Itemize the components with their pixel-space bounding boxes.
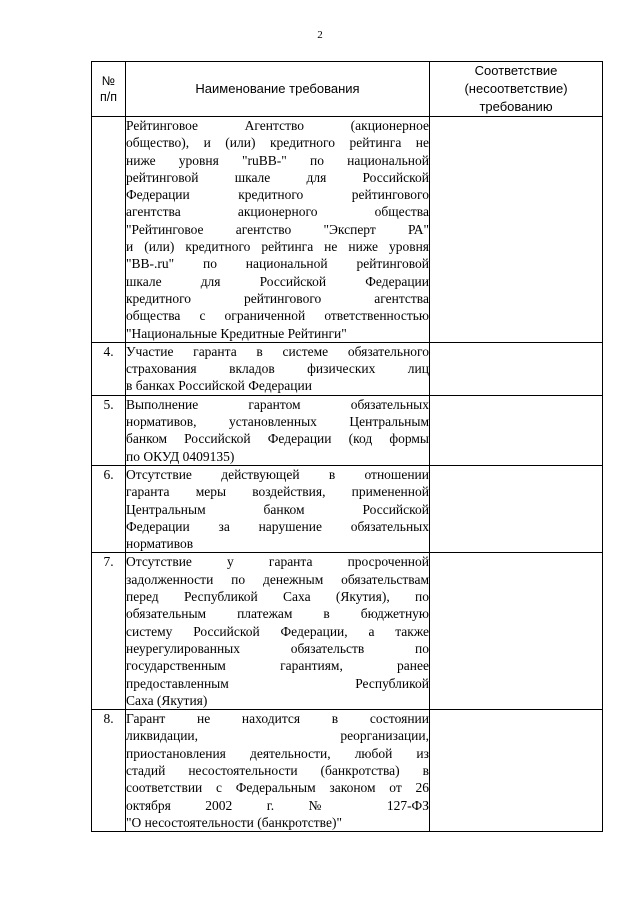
requirement-text — [126, 465, 430, 552]
header-correspondence-line: (несоответствие) — [464, 81, 568, 96]
requirement-line: банком Российской Федерации (код формы — [126, 431, 429, 447]
requirement-text — [126, 342, 430, 395]
header-number-line: № — [101, 74, 116, 88]
correspondence-cell[interactable] — [430, 710, 603, 832]
requirement-line: стадий несостоятельности (банкротства) в — [126, 762, 429, 778]
row-number: 7. — [92, 553, 126, 710]
requirement-line: Отсутствие у гаранта просроченной — [126, 554, 429, 570]
requirement-line: Гарант не находится в состоянии — [126, 711, 429, 727]
requirement-line: Федерации кредитного рейтингового — [126, 187, 429, 203]
requirement-line: ниже уровня "ruBB-" по национальной — [126, 152, 429, 168]
requirement-line: шкале для Российской Федерации — [126, 273, 429, 289]
correspondence-cell[interactable] — [430, 465, 603, 552]
header-correspondence-line: Соответствие — [474, 63, 558, 78]
row-number: 5. — [92, 395, 126, 465]
correspondence-cell[interactable] — [430, 553, 603, 710]
page-number: 2 — [317, 29, 323, 41]
requirement-line: "Национальные Кредитные Рейтинги" — [126, 325, 347, 341]
requirement-text — [126, 710, 430, 832]
table-row — [92, 710, 603, 832]
requirement-line: страхования вкладов физических лиц — [126, 361, 429, 377]
requirement-line: общества с ограниченной ответственностью — [126, 308, 429, 324]
requirement-text — [126, 395, 430, 465]
requirement-line: Выполнение гарантом обязательных — [126, 396, 429, 412]
requirement-line: ликвидации, реорганизации, — [126, 728, 429, 744]
requirement-line: нормативов — [126, 536, 194, 552]
table-row — [92, 117, 603, 343]
row-number — [92, 117, 126, 343]
requirement-line: "Рейтинговое агентство "Эксперт РА" — [126, 221, 429, 237]
table-row — [92, 395, 603, 465]
requirements-table — [91, 61, 603, 832]
requirement-line: гаранта меры воздействия, примененной — [126, 484, 429, 500]
requirement-line: Федерации за нарушение обязательных — [126, 518, 429, 534]
requirement-line: задолженности по денежным обязательствам — [126, 571, 429, 587]
requirement-line: Центральным банком Российской — [126, 501, 429, 517]
correspondence-cell[interactable] — [430, 395, 603, 465]
requirement-text — [126, 117, 430, 343]
table-row — [92, 553, 603, 710]
requirement-line: приостановления деятельности, любой из — [126, 745, 429, 761]
correspondence-cell[interactable] — [430, 117, 603, 343]
row-number: 4. — [92, 342, 126, 395]
header-correspondence-line: требованию — [479, 99, 553, 114]
table-row — [92, 342, 603, 395]
requirement-line: агентства акционерного общества — [126, 204, 429, 220]
requirement-line: "BB-.ru" по национальной рейтинговой — [126, 256, 429, 272]
table-header-row — [92, 62, 603, 117]
requirement-line: Участие гаранта в системе обязательного — [126, 343, 429, 359]
table-row — [92, 465, 603, 552]
requirement-line: обязательным платежам в бюджетную — [126, 606, 429, 622]
requirement-line: нормативов, установленных Центральным — [126, 414, 429, 430]
requirement-line: неурегулированных обязательств по — [126, 640, 429, 656]
requirement-line: кредитного рейтингового агентства — [126, 290, 429, 306]
header-number-line: п/п — [99, 90, 117, 104]
requirement-line: Саха (Якутия) — [126, 692, 208, 708]
requirement-line: Отсутствие действующей в отношении — [126, 466, 429, 482]
requirement-line: "О несостоятельности (банкротстве)" — [126, 814, 342, 830]
header-number — [92, 62, 126, 117]
requirement-line: перед Республикой Саха (Якутия), по — [126, 589, 429, 605]
requirement-line: предоставленным Республикой — [126, 675, 429, 691]
row-number: 8. — [92, 710, 126, 832]
requirement-text — [126, 553, 430, 710]
row-number: 6. — [92, 465, 126, 552]
requirement-line: и (или) кредитного рейтинга не ниже уровня — [126, 239, 429, 255]
requirement-line: систему Российской Федерации, а также — [126, 623, 429, 639]
requirement-line: по ОКУД 0409135) — [126, 448, 235, 464]
table-body — [92, 117, 603, 832]
requirement-line: общество), и (или) кредитного рейтинга не — [126, 135, 429, 151]
requirement-line: государственным гарантиям, ранее — [126, 658, 429, 674]
requirement-line: в банках Российской Федерации — [126, 378, 312, 394]
requirement-line: соответствии с Федеральным законом от 26 — [126, 780, 429, 796]
requirement-line: рейтинговой шкале для Российской — [126, 169, 429, 185]
requirement-line: Рейтинговое Агентство (акционерное — [126, 118, 429, 133]
correspondence-cell[interactable] — [430, 342, 603, 395]
header-requirement-name: Наименование требования — [126, 62, 430, 117]
requirement-line: октября 2002 г. № 127-ФЗ — [126, 797, 429, 813]
header-correspondence — [430, 62, 603, 117]
